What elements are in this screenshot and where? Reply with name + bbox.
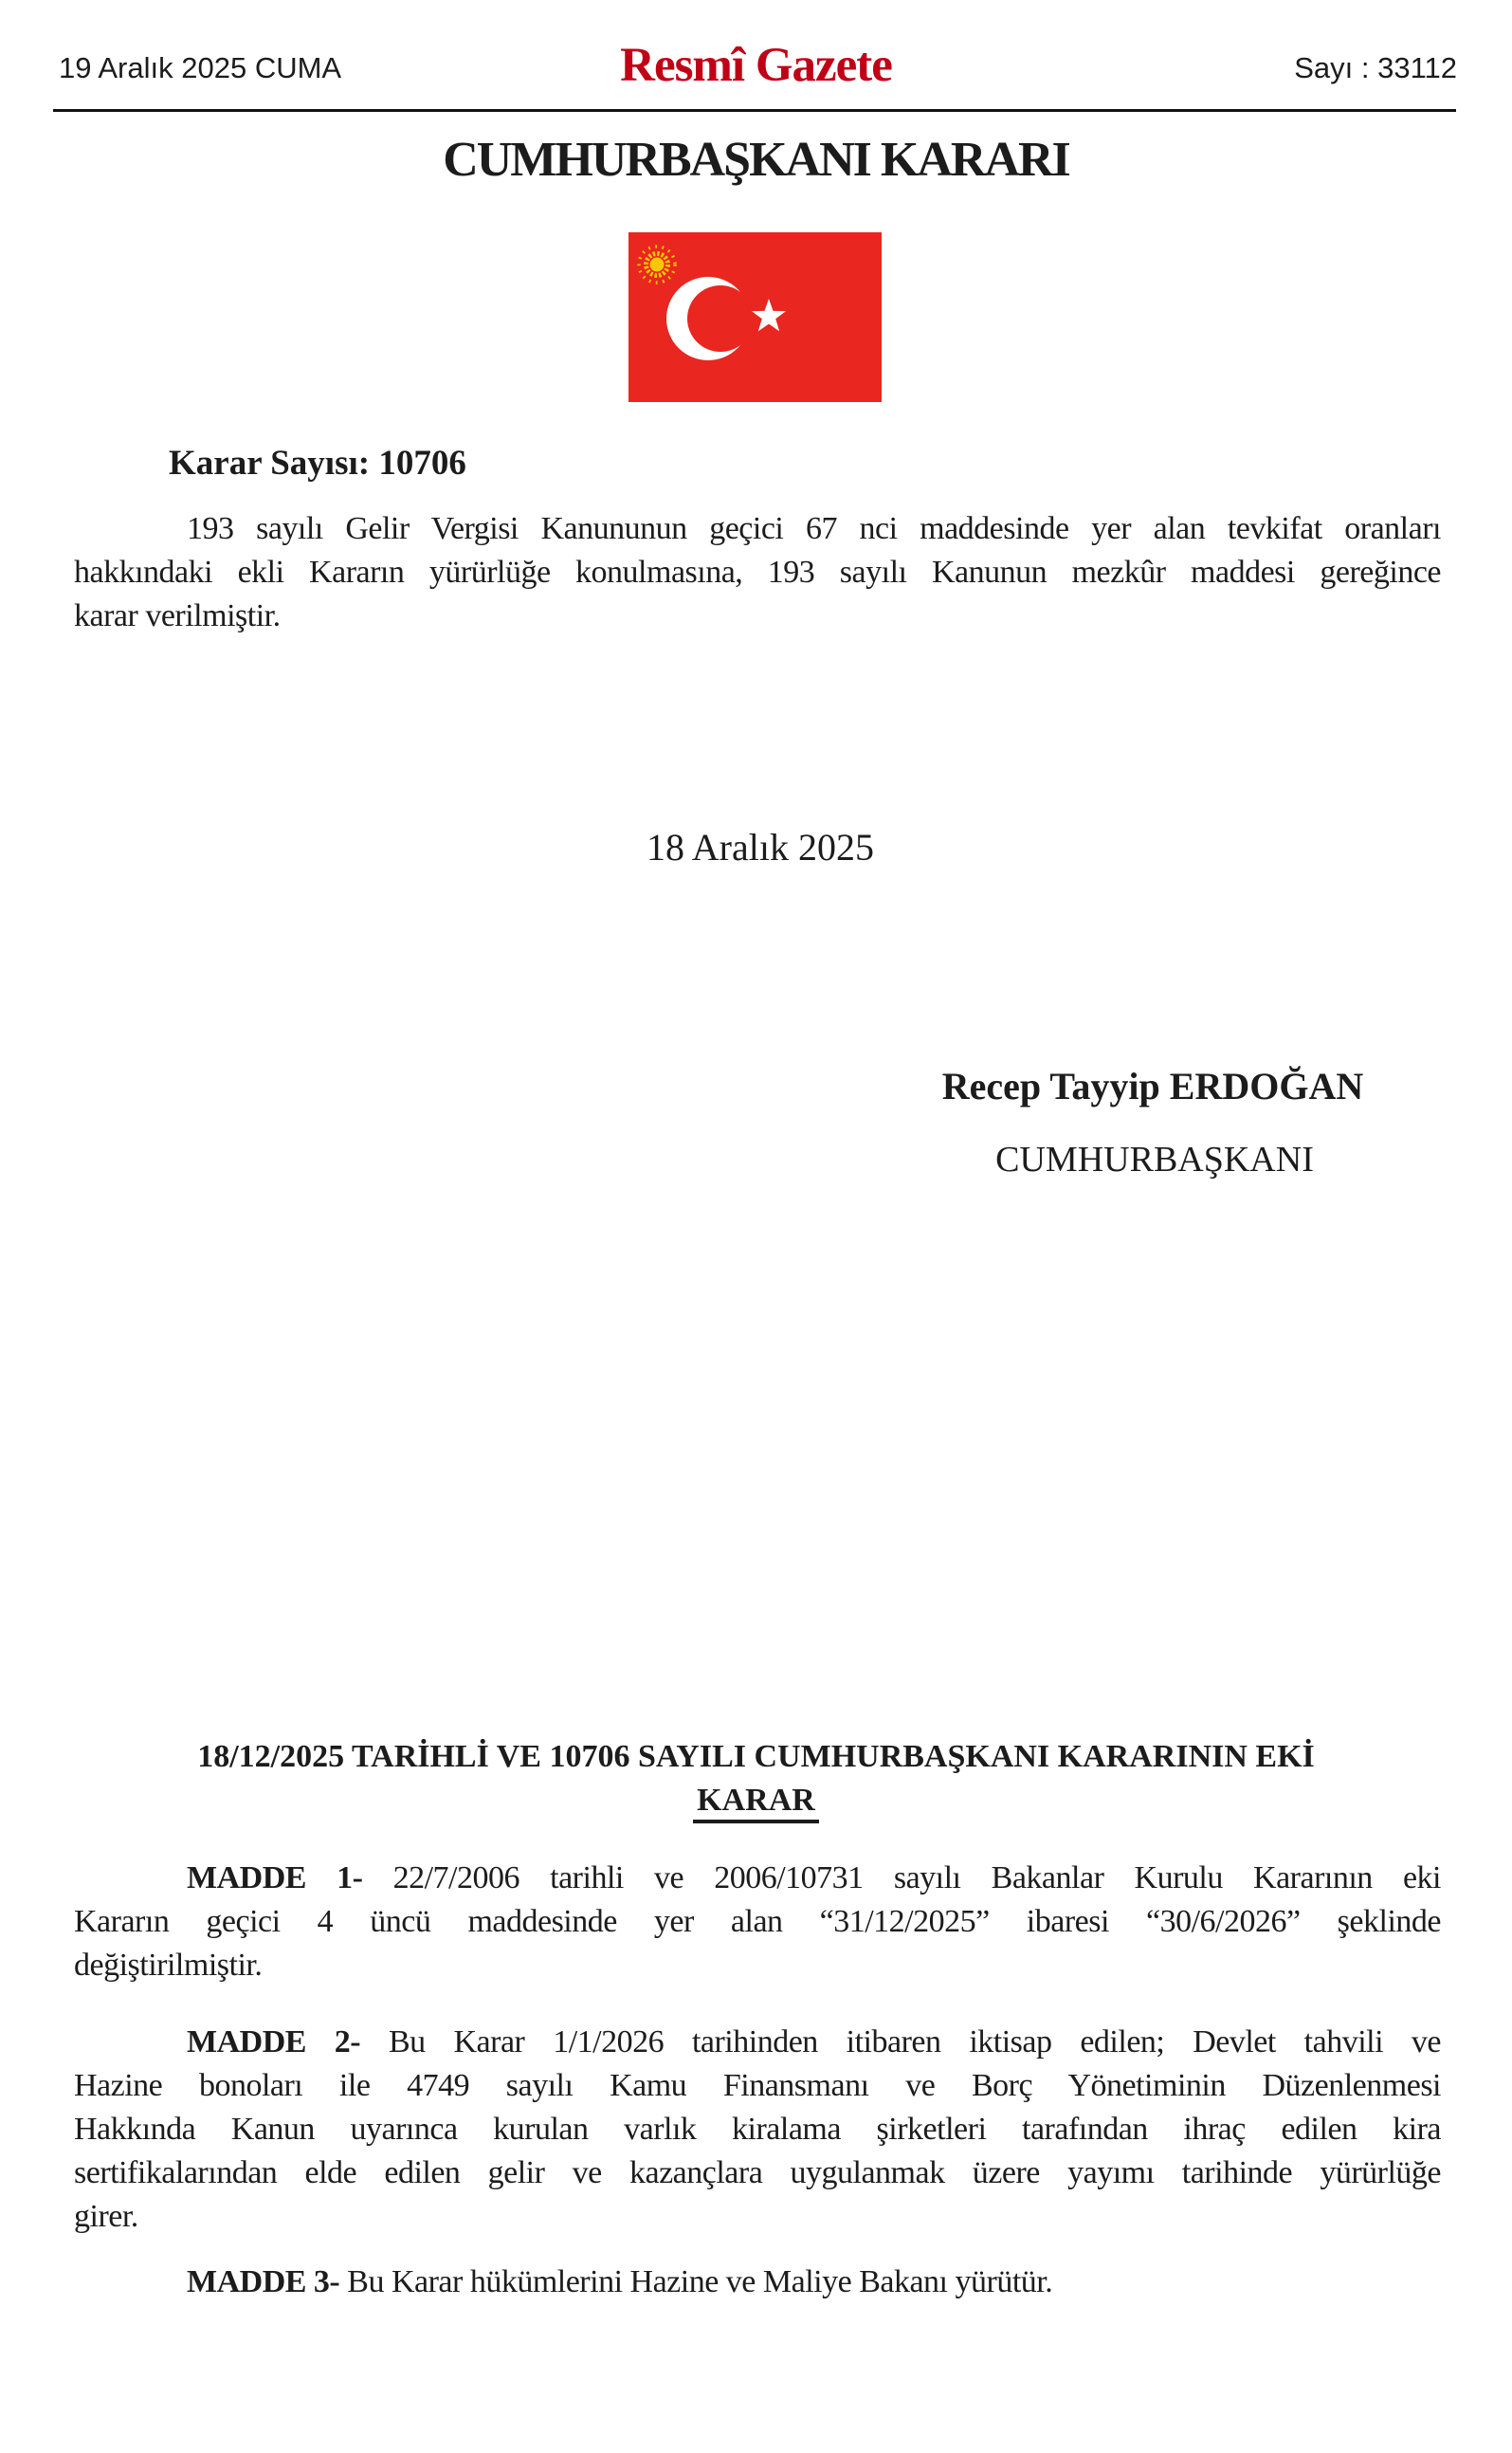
header-divider: [53, 109, 1456, 112]
paragraph-line: [74, 1900, 1441, 1944]
decree-date: 18 Aralık 2025: [647, 826, 874, 869]
paragraph-line: [74, 2021, 1441, 2064]
line-text: 22/7/2006 tarihli ve 2006/10731 sayılı Bakanlar Kurulu Kararının eki: [362, 1860, 1441, 1895]
line-text: Bu Karar 1/1/2026 tarihinden itibaren iktisap edilen; Devlet tahvili ve: [360, 2024, 1441, 2059]
paragraph-line: [74, 2195, 1441, 2239]
annex-heading-karar: KARAR: [693, 1783, 819, 1823]
line-text: 193 sayılı Gelir Vergisi Kanununun geçici 67 nci maddesinde yer alan tevkifat oranları: [187, 511, 1441, 546]
paragraph-line: [74, 595, 1441, 638]
annex-heading-line1: 18/12/2025 TARİHLİ VE 10706 SAYILI CUMHURBAŞKANI KARARININ EKİ: [197, 1739, 1315, 1774]
gazette-issue-number: Sayı : 33112: [1294, 51, 1457, 84]
line-text: Kararın geçici 4 üncü maddesinde yer alan “31/12/2025” ibaresi “30/6/2026” şeklinde: [74, 1904, 1441, 1939]
annex-heading: [0, 1735, 1512, 1822]
article-3: [74, 2261, 1441, 2304]
line-text: değiştirilmiştir.: [74, 1948, 263, 1983]
gazette-masthead: Resmî Gazete: [620, 39, 892, 92]
decree-body-paragraph: [74, 507, 1441, 638]
paragraph-line: [74, 507, 1441, 551]
turkish-presidential-flag-icon: [628, 232, 882, 402]
gazette-date: 19 Aralık 2025 CUMA: [59, 51, 342, 84]
decree-title: CUMHURBAŞKANI KARARI: [443, 133, 1069, 187]
line-text: girer.: [74, 2199, 138, 2234]
article-2: [74, 2021, 1441, 2239]
decree-number-label: Karar Sayısı: 10706: [169, 444, 466, 483]
article-number-bold: MADDE 1-: [187, 1860, 363, 1895]
annex-heading-line2: [0, 1779, 1512, 1822]
paragraph-line: [74, 1857, 1441, 1900]
signer-name: Recep Tayyip ERDOĞAN: [941, 1065, 1364, 1108]
signer-title: CUMHURBAŞKANI: [995, 1140, 1314, 1180]
paragraph-line: [74, 2261, 1441, 2304]
line-text: Hakkında Kanun uyarınca kurulan varlık kiralama şirketleri tarafından ihraç edilen kira: [74, 2112, 1441, 2147]
line-text: Hazine bonoları ile 4749 sayılı Kamu Finansmanı ve Borç Yönetiminin Düzenlenmesi: [74, 2068, 1441, 2103]
line-text: Bu Karar hükümlerini Hazine ve Maliye Bakanı yürütür.: [339, 2264, 1053, 2299]
paragraph-line: [74, 2064, 1441, 2108]
line-text: karar verilmiştir.: [74, 598, 281, 633]
paragraph-line: [74, 2108, 1441, 2151]
line-text: hakkındaki ekli Kararın yürürlüğe konulmasına, 193 sayılı Kanunun mezkûr maddesi gereğince: [74, 555, 1441, 590]
article-1: [74, 1857, 1441, 1987]
paragraph-line: [74, 551, 1441, 595]
article-number-bold: MADDE 3-: [187, 2264, 340, 2299]
article-number-bold: MADDE 2-: [187, 2024, 361, 2059]
line-text: sertifikalarından elde edilen gelir ve kazançlara uygulanmak üzere yayımı tarihinde yürürlüğe: [74, 2155, 1441, 2190]
paragraph-line: [74, 2151, 1441, 2195]
presidential-flag-image: [628, 232, 882, 402]
paragraph-line: [74, 1944, 1441, 1987]
